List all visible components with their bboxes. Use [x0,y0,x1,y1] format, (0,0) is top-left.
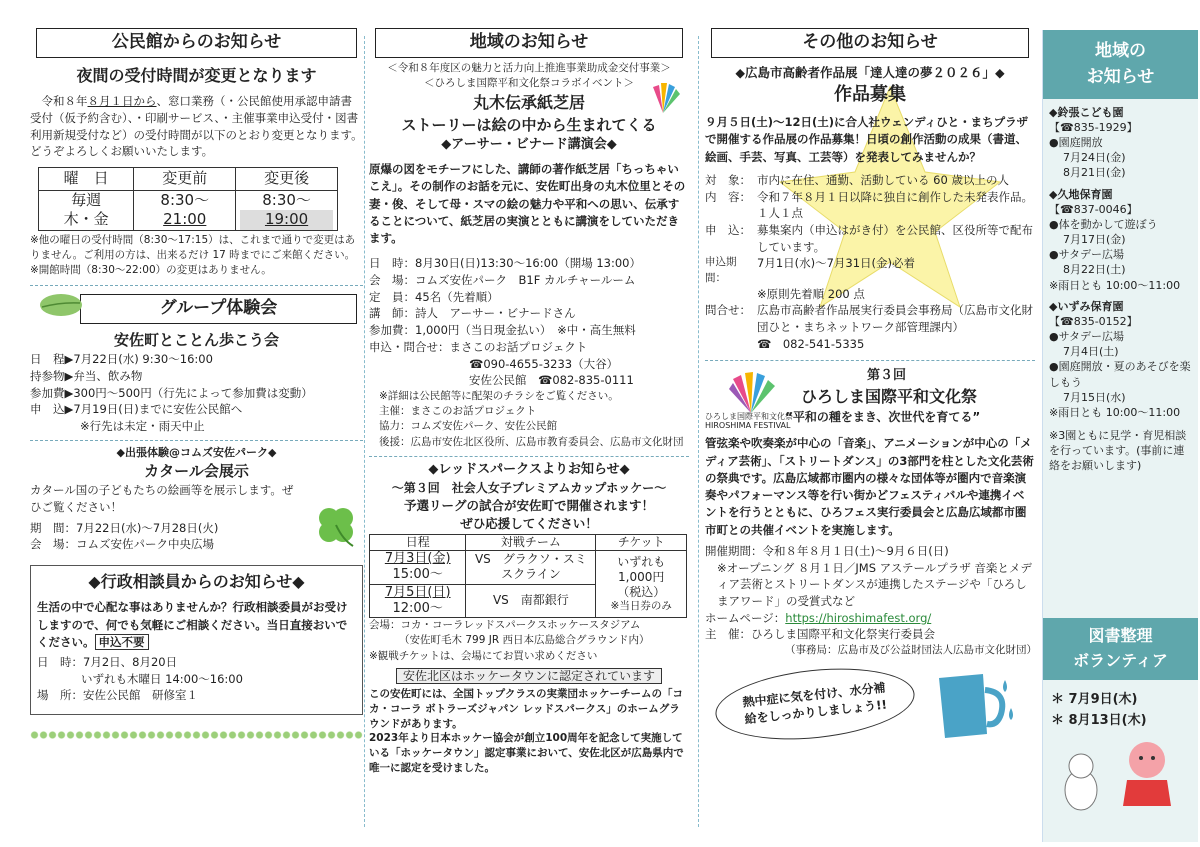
event-date: 7月17日(金) [1063,233,1126,247]
detail-row: 申 込▶ 7月19日(日)までに安佐公民館へ [30,402,243,417]
exhibit-details [705,172,1035,352]
volunteer-date: ＊ 8月13日(木) [1051,712,1147,728]
event-item: ●サタデー広場 [1049,330,1125,344]
sidebar-nursery-list [1043,99,1198,480]
heatstroke-notice [705,666,1035,746]
hockey-title: 〜第３回 社会人女子プレミアムカップホッケー〜 [391,480,667,495]
festival-logo-icon [645,79,681,115]
walk-title: 安佐町とことん歩こう会 [113,330,279,349]
festival-body: 管弦楽や吹奏楽が中心の「音楽」、アニメーションが中心の「メディア芸術」、「ストリートダンス」の3部門を柱とした文化芸術の祭典です。広島広域都市圏内の様々な団体等が圏内で音楽演奏やパフォーマンス等を行い街かどフェスティバルや連携イベントを行うとともに、ひろフェス実行委員会と広島広域都市圏市町との共催イベントを実施します。 [705,436,1034,537]
festival-slogan: “平和の種をまき、次世代を育てる” [785,410,981,425]
org-row: 主催： まさこのお話プロジェクト [379,405,537,418]
nursery-name: ◆いずみ保育園 [1049,299,1124,313]
sidebar-header: 地域の お知らせ [1043,30,1198,99]
note: ※雨日とも 10:00〜11:00 [1049,278,1181,292]
festival-title: ひろしま国際平和文化祭 [801,387,978,407]
heatstroke-bubble: 熱中症に気を付け、水分補給をしっかりしましょう!! [712,660,918,749]
detail-row: 持参物▶ 弁当、飲み物 [30,369,143,384]
festival-period: 開催期間：令和８年８月１日(土)〜9月６日(日) [705,543,949,558]
org-row: 協力： コムズ安佐パーク、安佐公民館 [379,420,558,433]
volunteer-date: ＊ 7月9日(木) [1051,692,1138,707]
detail-row: 参加費▶ 300円〜500円（行先によって参加費は変動） [30,385,313,400]
section-header: 公民館からのお知らせ [36,28,357,58]
section-header: その他のお知らせ [711,28,1029,58]
hockey-text: 2023年より日本ホッケー協会が創立100周年を記念して実施している「ホッケータウン」認定事業において、安佐北区が広島県内で唯一に認定を受けました。 [369,732,684,774]
exhibit-title: 作品募集 [834,84,906,106]
event-details [369,255,689,449]
nursery-name: ◆鈴張こども園 [1049,105,1124,119]
exp-text: カタール国の子どもたちの絵画等を展示します。ぜひご覧ください！ [30,483,294,515]
homepage-row: ホームページ：https://hiroshimafest.org/ [705,610,932,625]
admin-text: 生活の中で心配な事はありませんか？行政相談委員がお受けしますので、何でも気軽にご相談ください。当日直接おいでください。 申込不要 [37,600,348,649]
notice-intro: 令和８年８月１日から、窓口業務（・公民館使用承認申請書受付（仮予約含む）、・印刷サービス、・主催事業申込受付・図書利用新規受付など）の受付時間が以下のとおり変更となります。どうぞよろしくお願いいたします。 [30,94,363,159]
detail-row: 申込・問合せ： まさこのお話プロジェクト [369,339,588,354]
festival-opening: ※オープニング ８月１日／JMS アステールプラザ 音楽とメディア芸術とストリートダンスが連携したステージや「ひろしまアワード」の受賞式など [717,560,1032,608]
subtitle: ＜令和８年度区の魅力と活力向上推進事業助成金交付事業＞ [387,62,671,74]
phone: 【☎835-1929】 [1049,120,1138,134]
detail-row: 定 員： 45名（先着順） [369,289,499,304]
homepage-link[interactable]: https://hiroshimafest.org/ [785,610,932,625]
no-application-badge: 申込不要 [95,634,149,650]
detail-row: 会 場： コムズ安佐パーク B1F カルチャールーム [369,273,636,288]
detail-row: 日 時： 7月2日、8月20日 [37,655,178,670]
detail-row: 日 程▶ 7月22日(水) 9:30〜16:00 [30,352,213,367]
detail-row: ※原則先着順 200 点 [757,286,865,301]
event-date: 7月24日(金) [1063,151,1126,165]
event-date: 7月4日(土) [1063,345,1119,359]
column-divider [364,36,365,827]
event-item: ●園庭開放 [1049,136,1103,150]
org-row: 後援： 広島市安佐北区役所、広島市教育委員会、広島市文化財団 [379,435,684,448]
detail-row: 問合せ： 広島市高齢者作品展実行委員会事務局（広島市文化財団ひと・まちネットワーク部管理課内） [705,303,1033,335]
detail-row: 内 容： 令和７年８月１日以降に独自に創作した未発表作品。１人１点 [705,189,1033,221]
event-item: ●サタデー広場 [1049,248,1125,262]
exp-title: カタール会展示 [144,461,249,480]
phone: 【☎835-0152】 [1049,314,1138,328]
notice-title: 夜間の受付時間が変更となります [76,66,317,85]
event-title: 丸木伝承紙芝居 [472,93,585,113]
detail-row: 申 込： 募集案内（申込はがき付）を公民館、区役所等で配布しています。 [705,222,1033,254]
section-header: 地域のお知らせ [375,28,683,58]
column-other [705,28,1035,746]
detail-row: 場 所： 安佐公民館 研修室１ [37,688,198,703]
note: ※行先は未定・雨天中止 [80,419,205,434]
group-header: グループ体験会 [80,294,357,324]
festival-office: （事務局：広島市及び公益財団法人広島市文化財団） [785,643,1037,656]
detail-row: 期 間： 7月22日(水)〜7月28日(火) [30,520,219,535]
festival-header [705,367,1035,431]
leaf-icon [38,290,84,320]
exhibit-notice [705,64,1035,352]
note: ※3園ともに見学・育児相談を行っています。(事前に連絡をお願いします) [1049,429,1187,473]
hockey-header: ◆レッドスパークスよりお知らせ◆ [428,461,630,477]
column-local [369,28,689,775]
event-body: 原爆の図をモチーフにした、講師の著作紙芝居「ちっちゃいこえ」。その制作のお話を元に、安佐町出身の丸木位里とその妻・俊、そして母・スマの絵の魅力や平和への思い、伝承することについて、紙芝居の実演とともに講演をしていただきます。 [369,162,686,246]
nursery-name: ◆久地保育園 [1049,187,1113,201]
event-item: ●体を動かして遊ぼう [1049,217,1158,231]
dot-border [30,729,363,741]
detail-row: 日 時： 8月30日(日)13:30〜16:00（開場 13:00） [369,256,642,271]
note: ※雨日とも 10:00〜11:00 [1049,405,1181,419]
detail-row: 対 象： 市内に在住、通勤、活動している 60 歳以上の人 [705,172,1009,187]
detail-row: 参加費： 1,000円（当日現金払い） ※中・高生無料 [369,323,636,338]
festival-number: 第３回 [867,368,907,384]
note: ※詳細は公民館等に配架のチラシをご覧ください。 [379,389,619,402]
sidebar [1042,30,1198,842]
phone: ☎090-4655-3233（大谷） [469,356,619,371]
admin-header: ◆行政相談員からのお知らせ◆ [88,572,305,592]
clover-icon [313,502,359,548]
event-title: ストーリーは絵の中から生まれてくる [401,115,657,134]
venue: 会場：コカ・コーラレッドスパークスホッケースタジアム [369,619,641,632]
detail-row: いずれも木曜日 14:00〜16:00 [81,671,243,686]
detail-row: 講 師： 詩人 アーサー・ビナードさん [369,306,576,321]
hours-table: 曜 日 変更前 変更後 毎週 木・金 8:30〜 21:00 8:30〜 19:00 [38,167,338,231]
phone: ☎ 082-541-5335 [757,336,865,351]
event-date: 7月15日(水) [1063,390,1126,404]
library-volunteer-header: 図書整理 ボランティア [1043,618,1198,680]
festival-logo-icon [723,369,779,415]
exhibit-subtitle: ◆広島市高齢者作品展「達人達の夢２０２６」◆ [735,65,1005,80]
hockey-title: 予選リーグの試合が安佐町で開催されます！ [403,497,654,513]
note: ※開館時間（8:30〜22:00）の変更はありません。 [30,264,272,277]
event-date: 8月21日(金) [1063,166,1126,180]
hockey-title: ぜひ応援してください！ [460,516,598,532]
column-kominkan [30,28,363,741]
hockey-table: 日程 対戦チーム チケット 7月3日(金) 15:00〜 VS グラクソ・スミスクライン いずれも 1,000円 （税込） ※当日券のみ 7月5日(日) 12:00〜 VS 南都銀行 [369,534,687,618]
note: ※他の曜日の受付時間（8:30〜17:15）は、これまで通りで変更はありません。ご利用の方は、出来るだけ 17 時までにご来館ください。 [30,233,356,262]
column-divider [698,36,699,827]
phone: 安佐公民館 ☎082-835-0111 [469,373,634,388]
hockey-town-badge: 安佐北区はホッケータウンに認定されています [396,668,662,684]
venue: （安佐町毛木 799 JR 西日本広島総合グラウンド内） [399,634,650,647]
cup-icon [931,668,1021,744]
hockey-text: この安佐町には、全国トップクラスの実業団ホッケーチームの「コカ・コーラ ボトラーズジャパン レッドスパークス」のホームグラウンドがあります。 [369,688,684,730]
detail-row: 会 場： コムズ安佐パーク中央広場 [30,537,214,552]
festival-host: 主 催：ひろしま国際平和文化祭実行委員会 [705,627,935,642]
event-date: 8月22日(土) [1063,263,1126,277]
volunteer-dates [1051,690,1147,732]
note: ※観戦チケットは、会場にてお買い求めください [369,649,598,662]
festival-logo-text: ひろしま国際平和文化祭 HIROSHIMA FESTIVAL [705,412,793,431]
admin-box [30,565,363,715]
event-subtitle: ◆アーサー・ビナード講演会◆ [441,137,617,153]
exp-subtitle: ◆出張体験@コムズ安佐パーク◆ [116,445,277,459]
event-item: ●園庭開放・夏のあそびを楽しもう [1049,360,1191,389]
reading-cat-illustration [1057,730,1197,820]
phone: 【☎837-0046】 [1049,202,1138,216]
detail-row: 申込期間： 7月1日(水)〜7月31日(金)必着 [705,256,916,284]
walk-details [30,351,363,434]
exhibit-lead: ９月５日(土)〜12日(土)に合人社ウェンディひと・まちプラザで開催する作品展の作品募集！日頃の創作活動の成果（書道、絵画、手芸、写真、工芸等）を発表してみませんか？ [705,115,1029,164]
subtitle: ＜ひろしま国際平和文化祭コラボイベント＞ [424,77,634,90]
